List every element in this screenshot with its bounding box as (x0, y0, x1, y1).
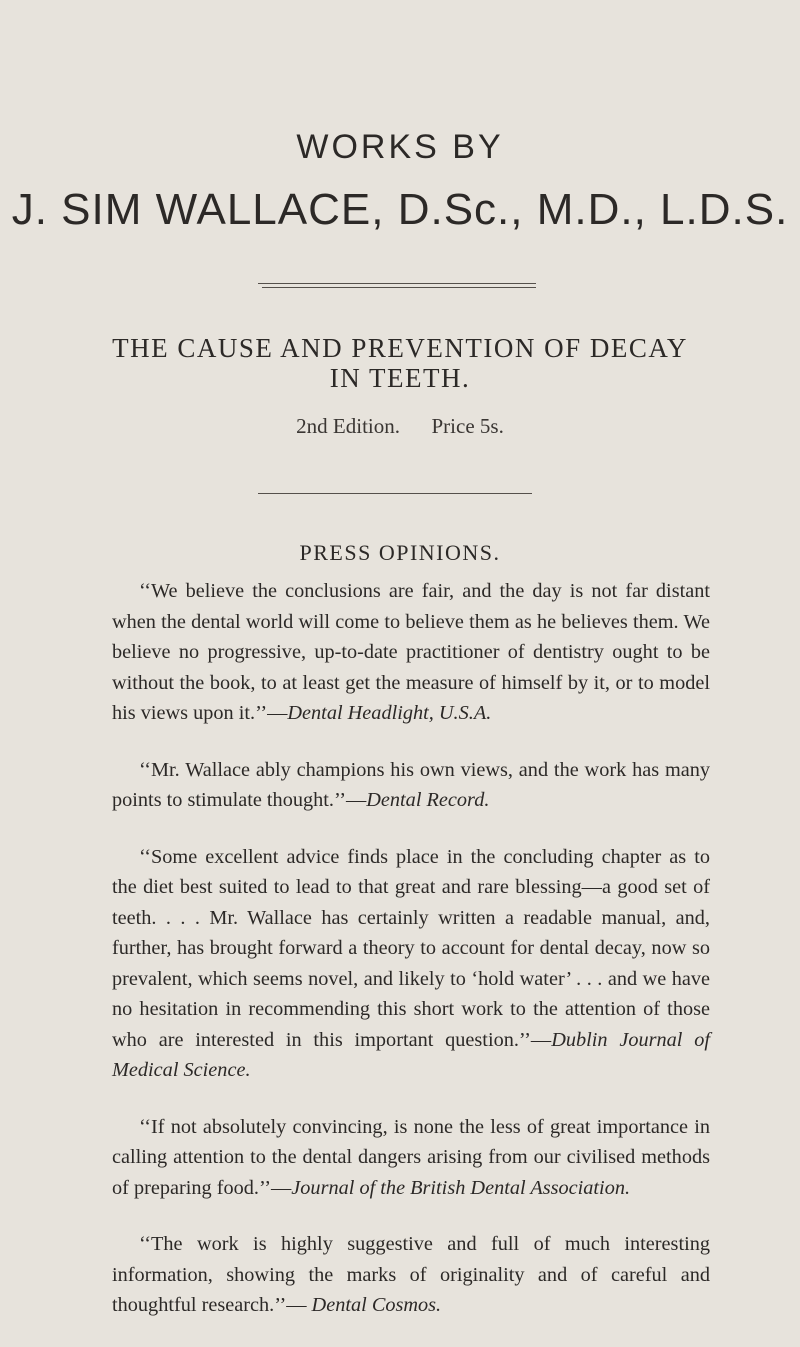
quote-text: ‘‘The work is highly suggestive and full of much interesting information, showing the marks of originality and of careful and thoughtful research.’’— (112, 1233, 710, 1316)
quote-source: Journal of the British Dental Association. (291, 1176, 631, 1199)
book-title-line: THE CAUSE AND PREVENTION OF DECAY (112, 333, 688, 363)
press-quote (112, 1112, 710, 1204)
author-name: J. SIM WALLACE, D.Sc., M.D., L.D.S. (11, 185, 789, 234)
press-quote (112, 1229, 710, 1321)
divider-line (258, 493, 532, 494)
divider-line (258, 283, 536, 284)
quote-text: ‘‘If not absolutely convincing, is none the less of great importance in calling attention to the dental dangers arising from our civilised methods of preparing food.’’— (112, 1115, 710, 1199)
price-label: Price 5s. (431, 414, 504, 438)
edition-label: 2nd Edition. (296, 414, 400, 438)
press-quotes (112, 576, 710, 1347)
quote-source: Dental Record. (366, 789, 490, 811)
quote-source: Dental Headlight, U.S.A. (287, 702, 492, 724)
book-title (0, 333, 800, 393)
press-quote (112, 576, 710, 729)
quote-source: Dental Cosmos. (311, 1294, 442, 1316)
book-title-line: IN TEETH. (329, 363, 471, 393)
press-quote (112, 842, 710, 1086)
quote-source: Dublin Journal of Medical Science. (112, 1028, 710, 1081)
works-by-heading: WORKS BY (296, 128, 504, 166)
edition-line (0, 414, 800, 439)
quote-text: ‘‘Some excellent advice finds place in the concluding chapter as to the diet best suited to lead to that great and rare blessing—a good set of teeth. . . . Mr. Wallace has certainly written a readable manual, and, further, has brought forward a theory to account for dental decay, now so prevalent, which seems novel, and likely to ‘hold water’ . . . and we have no hesitation in recommending this short work to the attention of those who are interested in this important question.’’— (112, 845, 710, 1051)
divider-line (262, 287, 536, 288)
quote-text: ‘‘We believe the conclusions are fair, and the day is not far distant when the dental world will come to believe them as he believes them. We believe no progressive, up-to-date practitioner of dentistry ought to be without the book, to at least get the measure of himself by it, or to model his views upon it.’’— (112, 580, 710, 724)
press-opinions-heading: PRESS OPINIONS. (299, 540, 501, 565)
quote-text: ‘‘Mr. Wallace ably champions his own views, and the work has many points to stimulate thought.’’— (112, 758, 710, 811)
press-quote (112, 755, 710, 816)
